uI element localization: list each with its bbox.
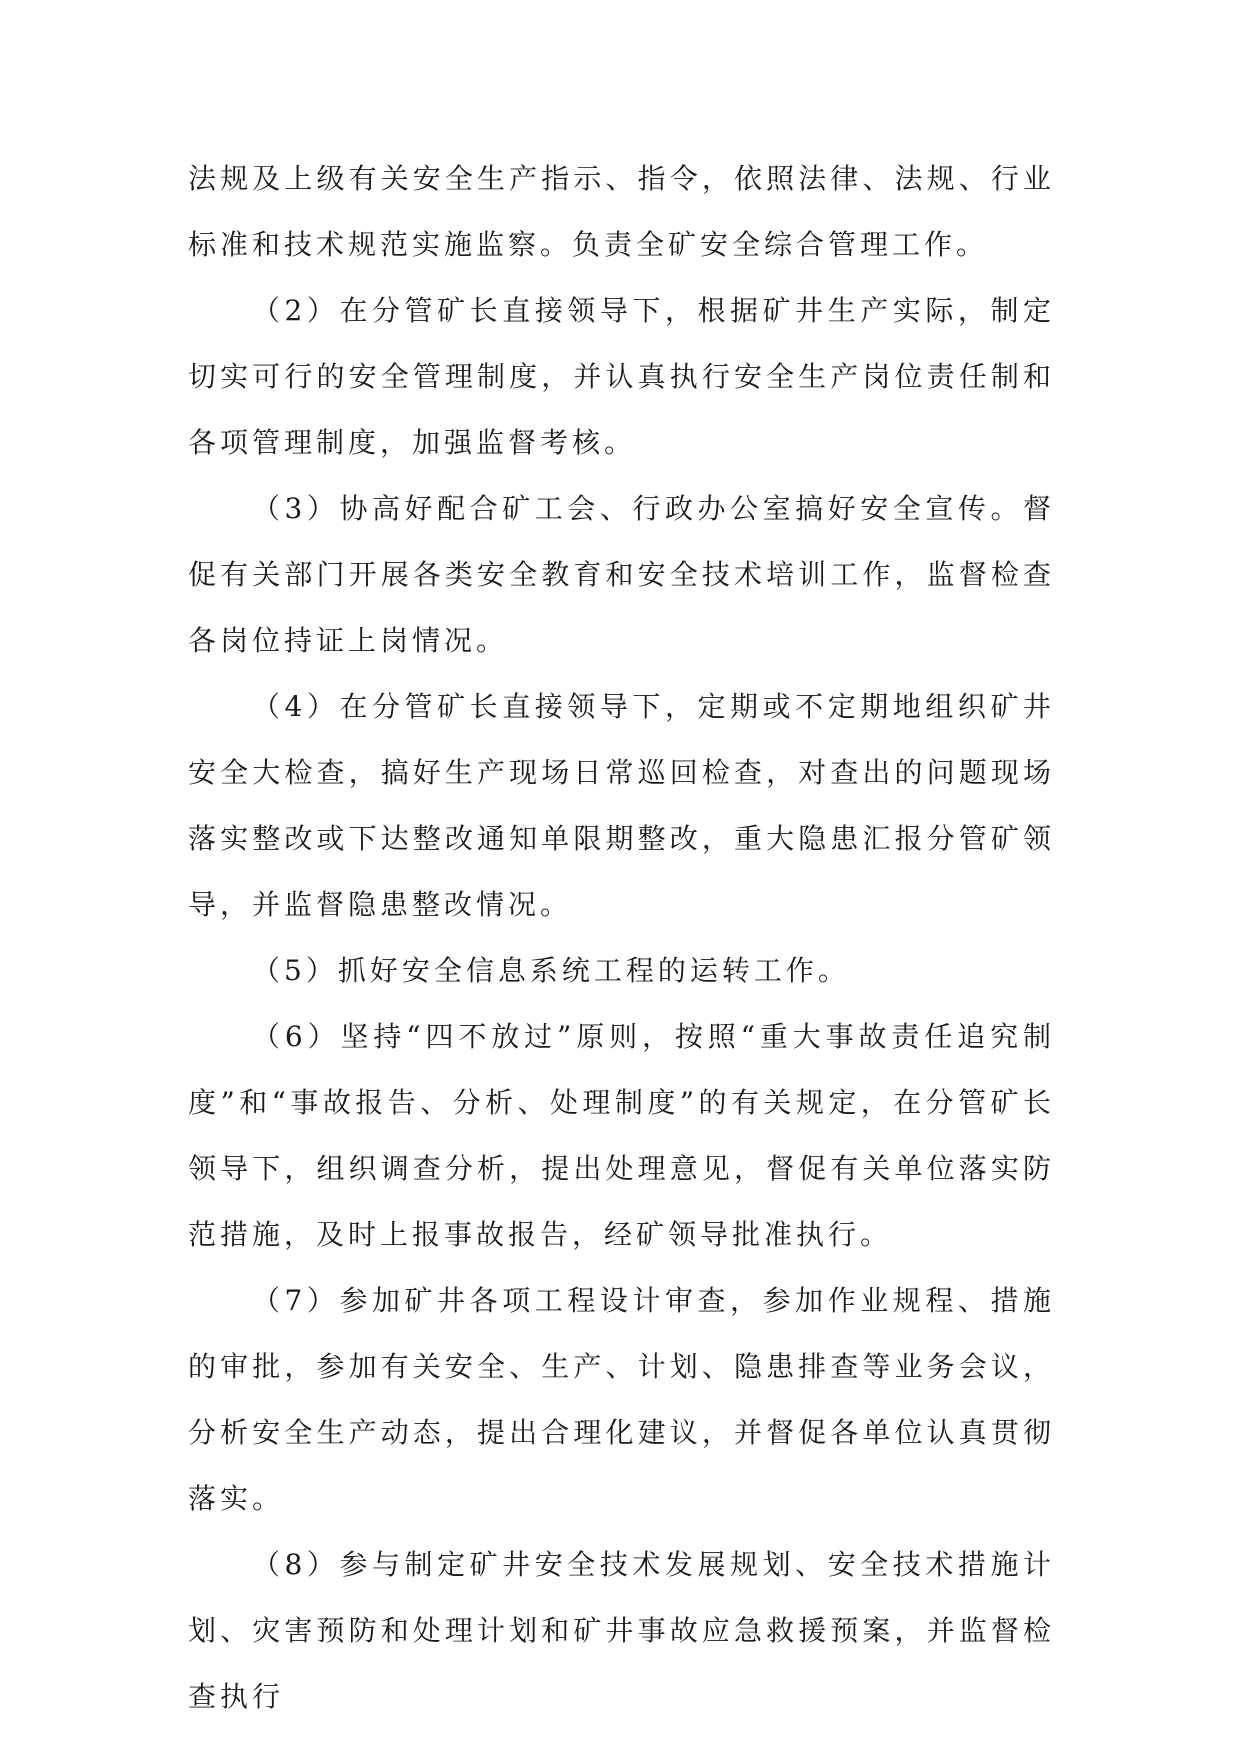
paragraph-item-8: （8）参与制定矿井安全技术发展规划、安全技术措施计划、灾害预防和处理计划和矿井事故应急救援预案，并监督检查执行 xyxy=(188,1548,1055,1713)
paragraph-continuation: 法规及上级有关安全生产指示、指令，依照法律、法规、行业标准和技术规范实施监察。负责全矿安全综合管理工作。 xyxy=(188,162,1055,261)
paragraph-item-3: （3）协高好配合矿工会、行政办公室搞好安全宣传。督促有关部门开展各类安全教育和安全技术培训工作，监督检查各岗位持证上岗情况。 xyxy=(188,492,1055,657)
paragraph-item-5: （5）抓好安全信息系统工程的运转工作。 xyxy=(252,954,850,987)
document-body xyxy=(188,146,1055,1730)
paragraph-item-4: （4）在分管矿长直接领导下，定期或不定期地组织矿井安全大检查，搞好生产现场日常巡回检查，对查出的问题现场落实整改或下达整改通知单限期整改，重大隐患汇报分管矿领导，并监督隐患整改情况。 xyxy=(188,690,1055,921)
paragraph-item-2: （2）在分管矿长直接领导下，根据矿井生产实际，制定切实可行的安全管理制度，并认真执行安全生产岗位责任制和各项管理制度，加强监督考核。 xyxy=(188,294,1055,459)
paragraph-item-7: （7）参加矿井各项工程设计审查，参加作业规程、措施的审批，参加有关安全、生产、计划、隐患排查等业务会议，分析安全生产动态，提出合理化建议，并督促各单位认真贯彻落实。 xyxy=(188,1284,1055,1515)
paragraph-item-6: （6）坚持“四不放过”原则，按照“重大事故责任追究制度”和“事故报告、分析、处理制度”的有关规定，在分管矿长领导下，组织调查分析，提出处理意见，督促有关单位落实防范措施，及时上报事故报告，经矿领导批准执行。 xyxy=(188,1020,1055,1251)
